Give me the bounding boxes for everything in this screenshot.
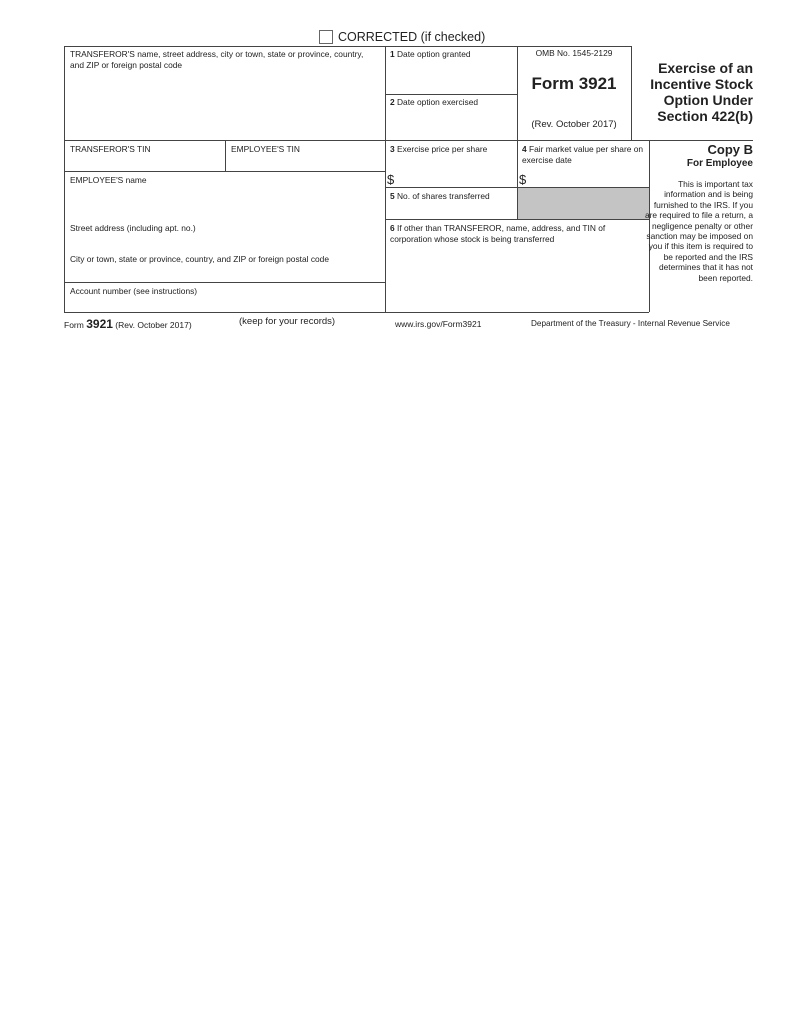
employee-name-field[interactable]: EMPLOYEE'S name — [70, 175, 147, 185]
footer-url[interactable]: www.irs.gov/Form3921 — [395, 319, 482, 329]
box-1-date-granted[interactable] — [390, 49, 471, 60]
box-number: 5 — [390, 191, 395, 201]
account-number-field[interactable]: Account number (see instructions) — [70, 286, 198, 296]
footer-form-id — [64, 317, 192, 331]
notice-text: This is important tax information and is being furnished to the IRS. If you are required to file a return, a negligence penalty or other sanction may be imposed on you if this item is required to be reported and the IRS determines that it has not been reported. — [644, 179, 753, 283]
footer-keep: (keep for your records) — [239, 316, 336, 327]
divider — [64, 46, 631, 47]
box-number: 1 — [390, 49, 395, 59]
transferor-name-field[interactable]: TRANSFEROR'S name, street address, city or town, state or province, country, and ZIP or foreign postal code — [70, 49, 364, 70]
corrected-label: CORRECTED (if checked) — [338, 30, 486, 44]
transferor-tin-field[interactable]: TRANSFEROR'S TIN — [70, 144, 151, 154]
box-number: 3 — [390, 144, 395, 154]
street-address-field[interactable]: Street address (including apt. no.) — [70, 223, 196, 233]
form-name: Form 3921 — [531, 74, 617, 93]
box-5-shares-transferred[interactable] — [390, 191, 490, 202]
footer-form-number: 3921 — [86, 317, 113, 331]
form-revision: (Rev. October 2017) — [531, 119, 617, 130]
divider — [64, 282, 385, 283]
box-number: 6 — [390, 223, 395, 233]
footer-department: Department of the Treasury - Internal Revenue Service — [531, 319, 730, 328]
box-label: Fair market value per share on exercise date — [522, 144, 644, 165]
divider — [385, 94, 517, 95]
box-label: Date option granted — [397, 49, 471, 59]
divider — [64, 312, 649, 313]
shaded-box — [518, 188, 649, 219]
city-field[interactable]: City or town, state or province, country, and ZIP or foreign postal code — [70, 254, 329, 264]
currency-symbol: $ — [519, 172, 527, 187]
divider — [385, 46, 386, 312]
box-number: 2 — [390, 97, 395, 107]
box-number: 4 — [522, 144, 527, 154]
box-label: Date option exercised — [397, 97, 479, 107]
box-6-corporation[interactable] — [390, 223, 635, 244]
box-label: If other than TRANSFEROR, name, address, and TIN of corporation whose stock is being transferred — [390, 223, 606, 244]
corrected-checkbox[interactable] — [319, 30, 333, 44]
divider — [64, 171, 385, 172]
box-3-exercise-price[interactable] — [390, 144, 487, 155]
footer-revision: (Rev. October 2017) — [115, 320, 192, 330]
corrected-row — [319, 30, 485, 44]
form-title: Exercise of an Incentive Stock Option Under Section 422(b) — [650, 60, 753, 124]
box-2-date-exercised[interactable] — [390, 97, 478, 108]
divider — [385, 219, 649, 220]
divider — [64, 46, 65, 312]
employee-tin-field[interactable]: EMPLOYEE'S TIN — [231, 144, 300, 154]
currency-symbol: $ — [387, 172, 395, 187]
box-label: No. of shares transferred — [397, 191, 490, 201]
box-4-fair-market-value[interactable] — [522, 144, 647, 165]
copy-label: Copy B — [707, 142, 753, 157]
footer-form-word: Form — [64, 320, 84, 330]
divider — [631, 46, 632, 140]
copy-for-label: For Employee — [686, 158, 753, 169]
box-label: Exercise price per share — [397, 144, 488, 154]
divider — [225, 140, 226, 171]
omb-number: OMB No. 1545-2129 — [535, 48, 613, 58]
